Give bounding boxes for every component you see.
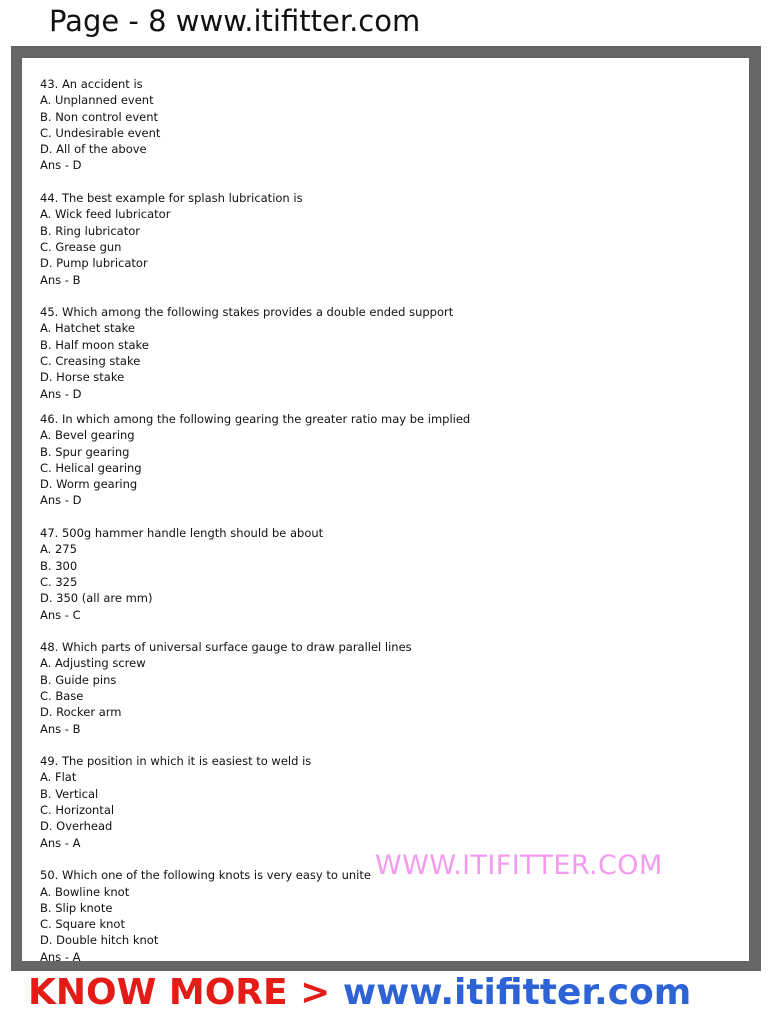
answer-text: Ans - D	[40, 386, 82, 401]
option-c: C. Base	[40, 688, 84, 703]
option-b: B. 300	[40, 558, 78, 573]
watermark-text: WWW.ITIFITTER.COM	[375, 850, 663, 881]
option-a: A. Wick feed lubricator	[40, 207, 171, 222]
option-c: C. Grease gun	[40, 239, 122, 254]
option-d: D. Horse stake	[40, 370, 125, 385]
option-d: D. Overhead	[40, 819, 113, 834]
option-a: A. Adjusting screw	[40, 656, 146, 671]
answer-text: Ans - D	[40, 158, 82, 173]
option-d: D. 350 (all are mm)	[40, 591, 153, 606]
question-item-46	[40, 411, 739, 509]
question-sheet	[22, 58, 749, 961]
option-a: A. 275	[40, 542, 77, 557]
question-text: 46. In which among the following gearing the greater ratio may be implied	[40, 411, 471, 426]
option-a: A. Unplanned event	[40, 93, 154, 108]
question-text: 47. 500g hammer handle length should be about	[40, 526, 324, 541]
option-b: B. Half moon stake	[40, 337, 149, 352]
question-text: 49. The position in which it is easiest to weld is	[40, 754, 312, 769]
question-list	[40, 76, 739, 961]
question-item-48	[40, 639, 739, 737]
option-d: D. Double hitch knot	[40, 933, 159, 948]
option-b: B. Vertical	[40, 786, 99, 801]
option-b: B. Spur gearing	[40, 444, 130, 459]
option-a: A. Bowline knot	[40, 884, 130, 899]
option-c: C. Helical gearing	[40, 460, 142, 475]
question-text: 45. Which among the following stakes provides a double ended support	[40, 305, 454, 320]
option-d: D. Pump lubricator	[40, 256, 148, 271]
answer-text: Ans - D	[40, 493, 82, 508]
website-link[interactable]: www.itifitter.com	[342, 972, 692, 1013]
page-title: Page - 8 www.itifitter.com	[49, 4, 421, 38]
question-text: 43. An accident is	[40, 77, 143, 91]
question-text: 50. Which one of the following knots is very easy to unite	[40, 868, 371, 883]
option-b: B. Guide pins	[40, 672, 117, 687]
option-c: C. Undesirable event	[40, 125, 161, 140]
option-d: D. All of the above	[40, 142, 147, 157]
option-c: C. Horizontal	[40, 803, 115, 818]
answer-text: Ans - C	[40, 607, 81, 622]
option-c: C. Creasing stake	[40, 354, 141, 369]
option-a: A. Bevel gearing	[40, 428, 135, 443]
know-more-label: KNOW MORE >	[28, 972, 331, 1013]
option-a: A. Hatchet stake	[40, 321, 135, 336]
answer-text: Ans - B	[40, 721, 81, 736]
answer-text: Ans - B	[40, 272, 81, 287]
option-b: B. Slip knote	[40, 900, 113, 915]
question-item-44	[40, 190, 739, 288]
footer-banner	[28, 972, 691, 1013]
question-item-47	[40, 525, 739, 623]
question-item-49	[40, 753, 739, 851]
answer-text: Ans - A	[40, 835, 81, 850]
question-text: 44. The best example for splash lubrication is	[40, 191, 303, 206]
question-item-43	[40, 76, 739, 174]
question-item-50	[40, 867, 739, 961]
option-b: B. Ring lubricator	[40, 223, 140, 238]
question-item-45	[40, 304, 739, 402]
option-c: C. 325	[40, 574, 78, 589]
option-b: B. Non control event	[40, 109, 159, 124]
answer-text: Ans - A	[40, 949, 81, 961]
option-c: C. Square knot	[40, 917, 125, 932]
question-text: 48. Which parts of universal surface gauge to draw parallel lines	[40, 640, 412, 655]
option-d: D. Worm gearing	[40, 477, 138, 492]
option-a: A. Flat	[40, 770, 77, 785]
option-d: D. Rocker arm	[40, 705, 122, 720]
